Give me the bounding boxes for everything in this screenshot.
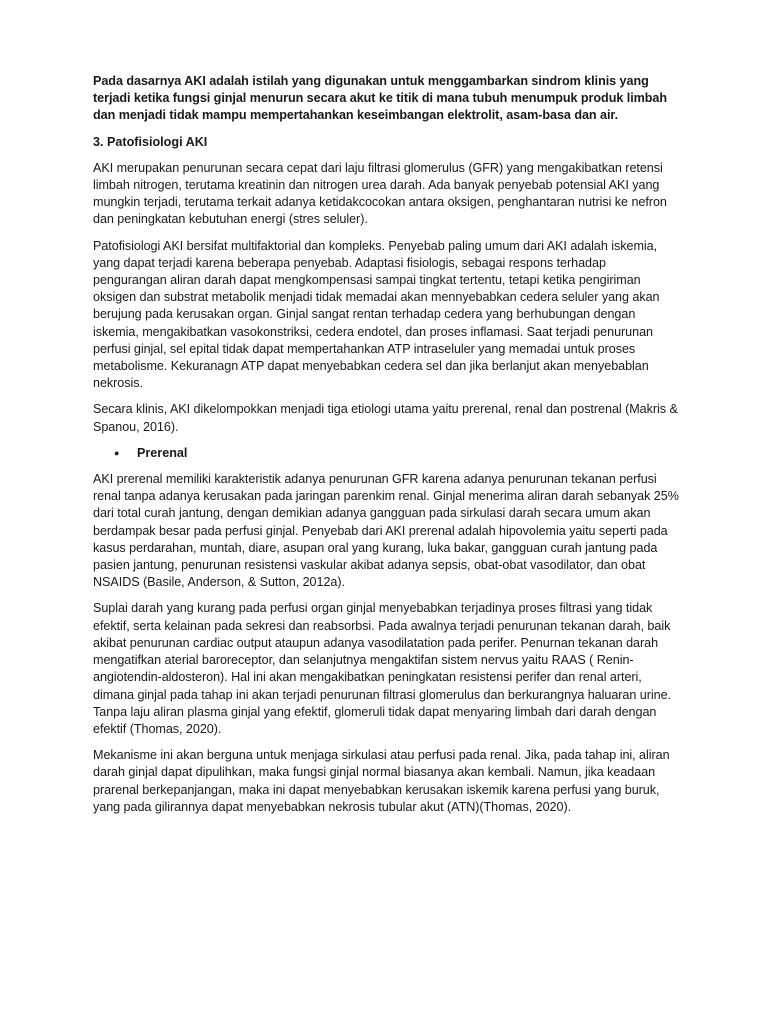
body-paragraph-4: AKI prerenal memiliki karakteristik adanya penurunan GFR karena adanya penurunan tekanan perfusi renal tanpa adanya kerusakan pada jaringan parenkim renal. Ginjal menerima aliran darah sebanyak 25% dari total curah jantung, dengan demikian adanya gangguan pada sirkulasi darah secara umum akan berdampak besar pada perfusi ginjal. Penyebab dari AKI prerenal adalah hipovolemia yaitu seperti pada kasus perdarahan, muntah, diare, asupan oral yang kurang, luka bakar, gangguan curah jantung pada pasien jantung, penurunan resistensi vaskular akibat adanya sepsis, obat-obat vasodilator, dan obat NSAIDS (Basile, Anderson, & Sutton, 2012a). [93, 472, 679, 590]
intro-paragraph: Pada dasarnya AKI adalah istilah yang digunakan untuk menggambarkan sindrom klinis yang terjadi ketika fungsi ginjal menurun secara akut ke titik di mana tubuh menumpuk produk limbah dan menjadi tidak mampu mempertahankan keseimbangan elektrolit, asam-basa dan air. [93, 74, 668, 123]
body-paragraph-6: Mekanisme ini akan berguna untuk menjaga sirkulasi atau perfusi pada renal. Jika, pada tahap ini, aliran darah ginjal dapat dipulihkan, maka fungsi ginjal normal biasanya akan kembali. Namun, jika keadaan prarenal berkepanjangan, maka ini dapat menyebabkan kerusakan iskemik karena perfusi yang buruk, yang pada gilirannya dapat menyebabkan nekrosis tubular akut (ATN)(Thomas, 2020). [93, 748, 670, 814]
section-heading: 3. Patofisiologi AKI [93, 134, 208, 149]
body-paragraph-3: Secara klinis, AKI dikelompokkan menjadi tiga etiologi utama yaitu prerenal, renal dan postrenal (Makris & Spanou, 2016). [93, 402, 678, 434]
bullet-item-prerenal [93, 445, 683, 462]
bullet-label: Prerenal [137, 445, 188, 460]
document-page [93, 73, 683, 825]
body-paragraph-1: AKI merupakan penurunan secara cepat dari laju filtrasi glomerulus (GFR) yang mengakibatkan retensi limbah nitrogen, terutama kreatinin dan nitrogen urea darah. Ada banyak penyebab potensial AKI yang mungkin terjadi, terutama terkait adanya ketidakcocokan antara oksigen, penghantaran nutrisi ke nefron dan peningkatan kebutuhan energi (stres seluler). [93, 160, 667, 227]
bullet-icon: ● [114, 447, 120, 458]
body-paragraph-5: Suplai darah yang kurang pada perfusi organ ginjal menyebabkan terjadinya proses filtrasi yang tidak efektif, serta kelainan pada sekresi dan reabsorbsi. Pada awalnya terjadi penurunan tekanan darah, baik akibat penurunan cardiac output ataupun adanya vasodilatation pada perifer. Penurnan tekanan darah mengatifkan aterial baroreceptor, dan selanjutnya mengaktifan sistem nervus yaitu RAAS ( Renin-angiotendin-aldosteron). Hal ini akan mengakibatkan peningkatan resistensi perifer dan renal arteri, dimana ginjal pada tahap ini akan terjadi penurunan filtrasi glomerulus dan berkurangnya haluaran urine. Tanpa laju aliran plasma ginjal yang efektif, glomeruli tidak dapat menyaring limbah dari darah dengan efektif (Thomas, 2020). [93, 601, 671, 736]
body-paragraph-2: Patofisiologi AKI bersifat multifaktorial dan kompleks. Penyebab paling umum dari AKI adalah iskemia, yang dapat terjadi karena beberapa penyebab. Adaptasi fisiologis, sebagai respons terhadap pengurangan aliran darah dapat mengkompensasi sampai tingkat tertentu, tetapi ketika pengiriman oksigen dan substrat metabolik menjadi tidak memadai akan mennyebabkan cedera seluler yang akan berujung pada kerusakan organ. Ginjal sangat rentan terhadap cedera yang berhubungan dengan iskemia, mengakibatkan vasokonstriksi, cedera endotel, dan proses inflamasi. Saat terjadi penurunan perfusi ginjal, sel epital tidak dapat mempertahankan ATP intraseluler yang memadai untuk proses metabolisme. Kekuranagn ATP dapat menyebabkan cedera sel dan jika berlanjut akan menyebablan nekrosis. [93, 238, 660, 391]
